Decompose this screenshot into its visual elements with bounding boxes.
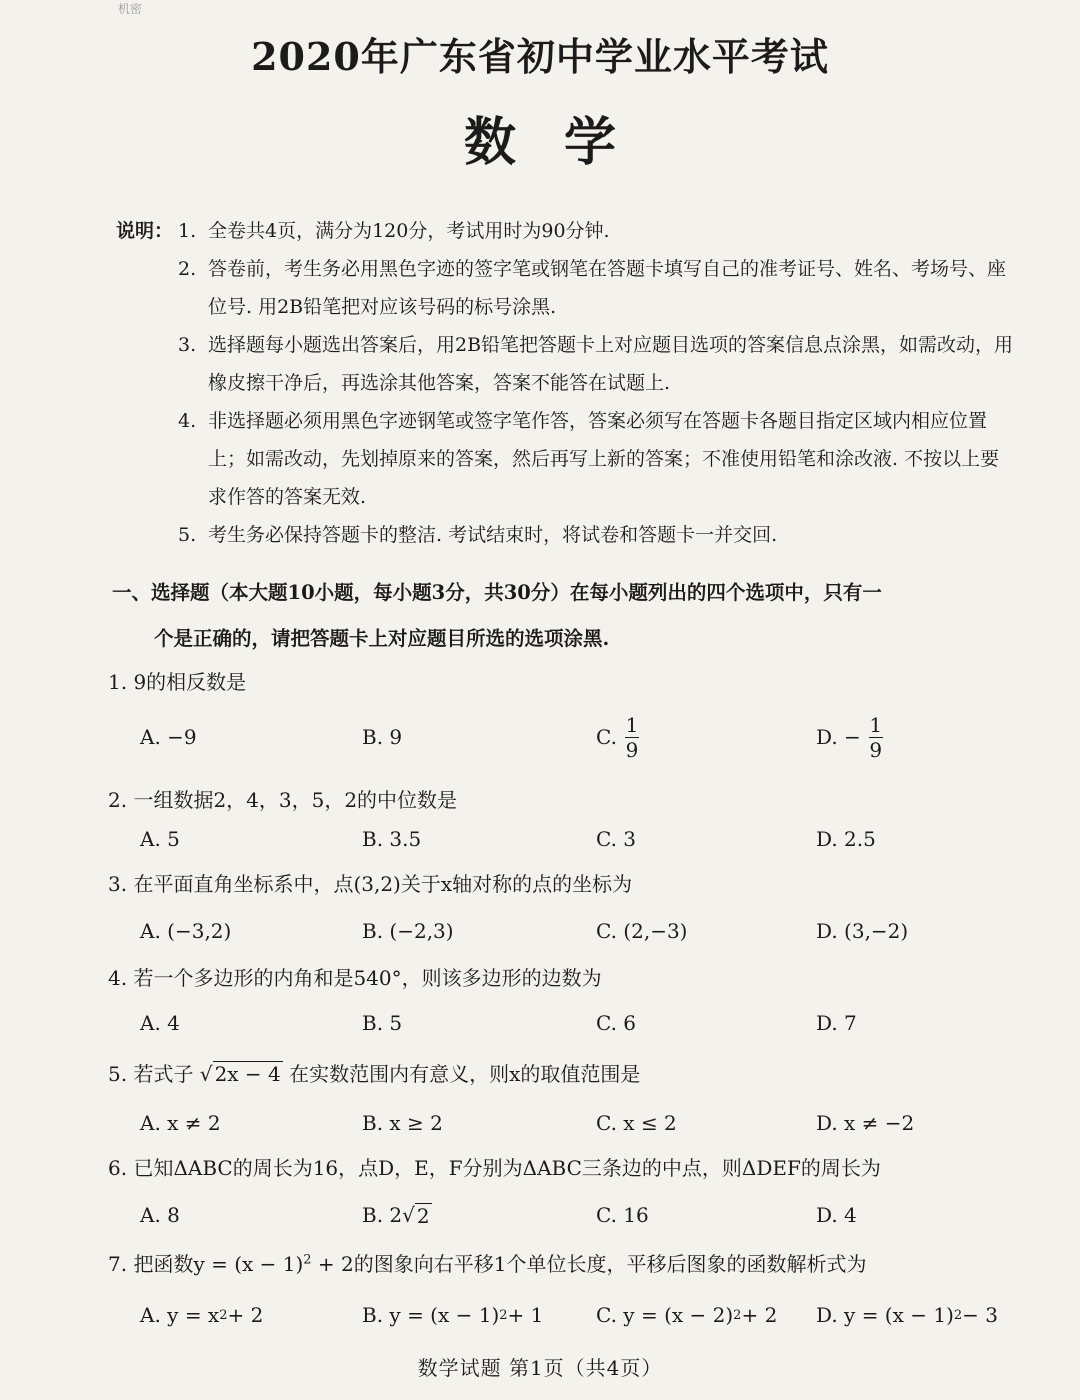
question-5: 5. 若式子 √ 2x − 4 在实数范围内有意义，则x的取值范围是 bbox=[108, 1062, 641, 1086]
exam-title: 2020年广东省初中学业水平考试 bbox=[251, 34, 829, 79]
question-2-options bbox=[140, 814, 1040, 864]
instruction-item: 4. 非选择题必须用黑色字迹钢笔或签字笔作答，答案必须写在答题卡各题目指定区域内相应位置上；如需改动，先划掉原来的答案，然后再写上新的答案；不准使用铅笔和涂改液. 不按以上要求作答的答案无效. bbox=[178, 410, 1000, 508]
question-1-options bbox=[140, 712, 1040, 762]
question-3: 3. 在平面直角坐标系中，点(3,2)关于x轴对称的点的坐标为 bbox=[108, 872, 633, 896]
radical: 2 bbox=[416, 1203, 430, 1228]
option-a: A. −9 bbox=[140, 725, 197, 749]
fraction: $\frac{1}{9}$ bbox=[625, 712, 639, 762]
instruction-item: 3. 选择题每小题选出答案后，用2B铅笔把答题卡上对应题目选项的答案信息点涂黑，如需改动，用橡皮擦干净后，再选涂其他答案，答案不能答在试题上. bbox=[178, 334, 1014, 394]
question-3-options bbox=[140, 906, 1040, 956]
option-c: C. $\frac{1}{9}$ bbox=[596, 712, 639, 762]
option-b: B. 9 bbox=[362, 725, 403, 749]
radical: 2x − 4 bbox=[214, 1062, 281, 1086]
option-c: C. (2,−3) bbox=[596, 919, 688, 943]
question-4: 4. 若一个多边形的内角和是540°，则该多边形的边数为 bbox=[108, 966, 602, 990]
option-d: D. 4 bbox=[816, 1203, 857, 1227]
section-heading bbox=[112, 570, 1012, 662]
option-b: B. (−2,3) bbox=[362, 919, 454, 943]
option-c: C. 3 bbox=[596, 827, 637, 851]
option-d: D. − $\frac{1}{9}$ bbox=[816, 712, 883, 762]
instructions bbox=[116, 212, 1016, 554]
option-a: A. x ≠ 2 bbox=[140, 1111, 221, 1135]
option-b: B. 3.5 bbox=[362, 827, 422, 851]
option-d: D. 7 bbox=[816, 1011, 857, 1035]
option-b: B. y = (x − 1) 2 + 1 bbox=[362, 1303, 544, 1327]
instruction-item: 2. 答卷前，考生务必用黑色字迹的签字笔或钢笔在答题卡填写自己的准考证号、姓名、考场号、座位号. 用2B铅笔把对应该号码的标号涂黑. bbox=[178, 258, 1007, 318]
question-6-options bbox=[140, 1190, 1040, 1240]
section-line-2: 个是正确的，请把答题卡上对应题目所选的选项涂黑. bbox=[154, 627, 610, 650]
option-a: A. (−3,2) bbox=[140, 919, 232, 943]
question-6: 6. 已知ΔABC的周长为16，点D，E，F分别为ΔABC三条边的中点，则ΔDEF的周长为 bbox=[108, 1156, 881, 1180]
option-c: C. y = (x − 2) 2 + 2 bbox=[596, 1303, 778, 1327]
option-b: B. 5 bbox=[362, 1011, 403, 1035]
option-a: A. 4 bbox=[140, 1011, 180, 1035]
instructions-lead: 说明： bbox=[116, 220, 174, 242]
question-1: 1. 9的相反数是 bbox=[108, 670, 247, 694]
option-a: A. y = x 2 + 2 bbox=[140, 1303, 264, 1327]
question-4-options bbox=[140, 998, 1040, 1048]
option-a: A. 8 bbox=[140, 1203, 180, 1227]
option-c: C. 16 bbox=[596, 1203, 649, 1227]
option-a: A. 5 bbox=[140, 827, 180, 851]
subject-title: 数学 bbox=[463, 112, 664, 173]
option-d: D. (3,−2) bbox=[816, 919, 909, 943]
option-d: D. y = (x − 1) 2 − 3 bbox=[816, 1303, 999, 1327]
instruction-item: 5. 考生务必保持答题卡的整洁. 考试结束时，将试卷和答题卡一并交回. bbox=[178, 524, 778, 546]
page-footer: 数学试题 第1页（共4页） bbox=[417, 1356, 663, 1380]
option-d: D. x ≠ −2 bbox=[816, 1111, 915, 1135]
corner-mark: 机密 bbox=[118, 2, 143, 16]
option-b: B. x ≥ 2 bbox=[362, 1111, 443, 1135]
fraction: $\frac{1}{9}$ bbox=[869, 712, 883, 762]
question-7-options bbox=[140, 1290, 1040, 1340]
question-7: 7. 把函数$y = (x - 1)^2 + 2$的图象向右平移1个单位长度，平移后图象的函数解析式为 bbox=[108, 1252, 867, 1276]
option-c: C. 6 bbox=[596, 1011, 637, 1035]
section-line-1: 一、选择题（本大题10小题，每小题3分，共30分）在每小题列出的四个选项中，只有一 bbox=[112, 581, 882, 604]
instruction-item: 1. 全卷共4页，满分为120分，考试用时为90分钟. bbox=[178, 220, 610, 242]
option-c: C. x ≤ 2 bbox=[596, 1111, 677, 1135]
option-d: D. 2.5 bbox=[816, 827, 876, 851]
question-2: 2. 一组数据2，4，3，5，2的中位数是 bbox=[108, 788, 458, 812]
question-5-options bbox=[140, 1098, 1040, 1148]
option-b: B. 2 √ 2 bbox=[362, 1203, 430, 1228]
